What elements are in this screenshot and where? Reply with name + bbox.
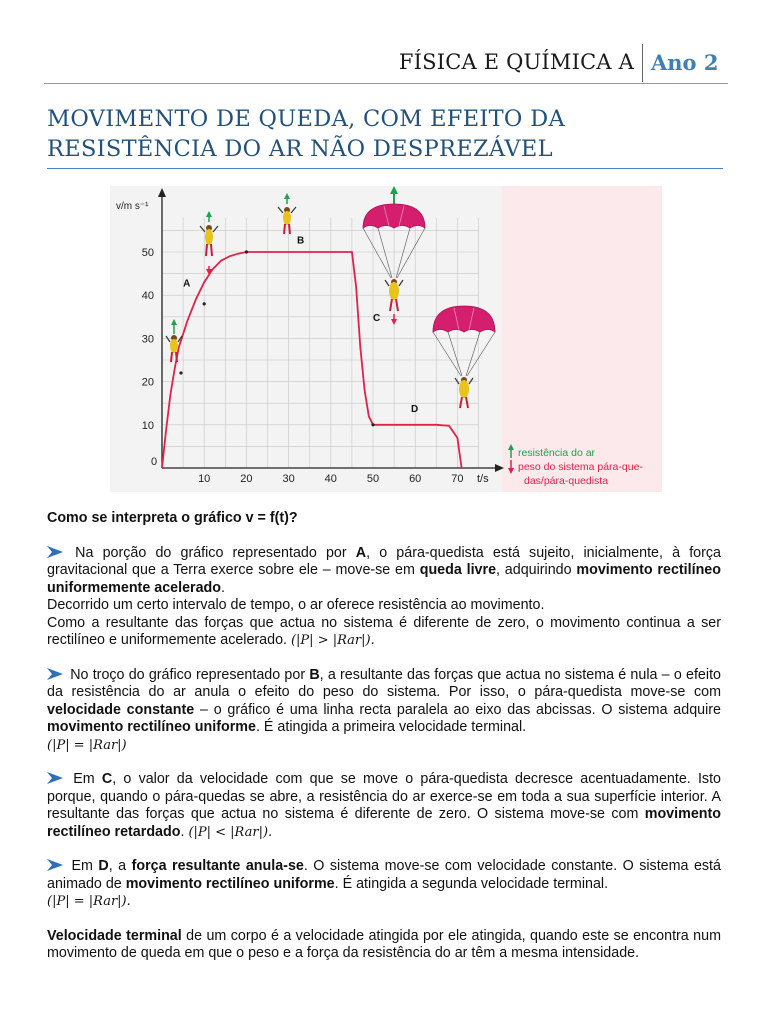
x-tick-label: 40 [324, 473, 337, 485]
x-tick-label: 70 [451, 473, 464, 485]
title-rule [47, 168, 723, 169]
paragraph-a-line3: Como a resultante das forças que actua no sistema é diferente de zero, o movimento continua a ser rectilíneo e uniformemente acelerado. [47, 614, 721, 648]
x-axis-label: t/s [477, 473, 489, 485]
x-tick-label: 0 [150, 456, 158, 468]
x-tick-label: 20 [240, 473, 253, 485]
question-heading: Como se interpreta o gráfico v = f(t)? [47, 510, 298, 526]
header-divider [642, 44, 643, 82]
legend-up-label: resistência do ar [518, 447, 596, 459]
y-tick-label: 30 [141, 333, 154, 346]
data-point [245, 250, 248, 253]
bullet-arrow-icon [47, 668, 63, 680]
region-label-a: A [183, 278, 191, 290]
x-tick-label: 30 [282, 473, 295, 485]
page-header [0, 44, 768, 84]
y-tick-label: 40 [141, 290, 154, 303]
data-point [179, 371, 182, 374]
x-tick-label: 60 [409, 473, 422, 485]
paragraph-b: No troço do gráfico representado por B, a resultante das forças que actua no sistema é nula – o efeito da resistência do ar anula o efeito do peso do sistema. Por isso, o pára-quedista move-se com velocidade constante – o gráfico é uma linha recta paralela ao eixo das abcissas. O sistema adquire movimento rectilíneo uniforme. É atingida a primeira velocidade terminal. (|P| = |Rar|) [47, 666, 721, 753]
paragraph-c: Em C, o valor da velocidade com que se move o pára-quedista decresce acentuadamente. Isto porque, quando o pára-quedas se abre, a resistência do ar exerce-se em toda a sua superfície interior. A resultante das forças que actua no sistema é diferente de zero. O sistema move-se com movimento rectilíneo retardado. (|P| < |Rar|). [47, 771, 722, 840]
paragraph-a-line2: Decorrido um certo intervalo de tempo, o ar oferece resistência ao movimento. [47, 597, 545, 613]
bullet-arrow-icon [47, 859, 63, 871]
y-tick-label: 10 [141, 419, 154, 432]
region-label-b: B [297, 235, 305, 247]
relation-b: (|P| = |Rar|) [47, 737, 127, 753]
relation-d: (|P| = |Rar|). [47, 894, 131, 909]
y-axis-label: v/m s⁻¹ [116, 201, 149, 212]
relation-a: (|P| > |Rar|). [290, 633, 375, 648]
velocity-time-figure [110, 186, 662, 492]
header-rule [44, 83, 728, 84]
page-title: MOVIMENTO DE QUEDA, COM EFEITO DA RESISTÊNCIA DO AR NÃO DESPREZÁVEL [47, 106, 566, 162]
legend-down-label-line2: das/pára-quedista [524, 475, 609, 487]
x-tick-label: 50 [366, 473, 380, 485]
y-tick-label: 20 [141, 376, 154, 389]
relation-c: (|P| < |Rar|). [188, 824, 273, 840]
bullet-arrow-icon [47, 546, 63, 558]
header-year: Ano 2 [651, 50, 719, 75]
legend-down-label-line1: peso do sistema pára-que- [518, 461, 643, 473]
region-label-d: D [410, 403, 419, 415]
region-label-c: C [373, 313, 381, 325]
y-tick-label: 50 [141, 247, 154, 259]
header-subject: FÍSICA E QUÍMICA A [398, 50, 634, 74]
data-point [203, 302, 206, 305]
x-tick-label: 10 [198, 473, 211, 485]
paragraph-a: Na porção do gráfico representado por A, o pára-quedista está sujeito, inicialmente, à força gravitacional que a Terra exerce sobre ele – move-se em queda livre, adquirindo movimento rectilíneo uniformemente acelerado. Decorrido um certo intervalo de tempo, o ar oferece resistência ao movimento. Como a resultante das forças que actua no sistema é diferente de zero, o movimento continua a ser rectilíneo e uniformemente acelerado. (|P| > |Rar|). [47, 544, 721, 648]
paragraph-definition: Velocidade terminal de um corpo é a velocidade atingida por ele atingida, quando este se encontra num movimento de queda em que o peso e a força da resistência do ar têm a mesma intensidade. [47, 927, 721, 961]
velocity-time-chart [110, 186, 662, 492]
bullet-arrow-icon [47, 772, 63, 784]
data-point [371, 423, 374, 426]
paragraph-d: Em D, a força resultante anula-se. O sistema move-se com velocidade constante. O sistema está animado de movimento rectilíneo uniforme. É atingida a segunda velocidade terminal. (|P| = |Rar|). [47, 858, 721, 909]
body-content [47, 510, 721, 963]
